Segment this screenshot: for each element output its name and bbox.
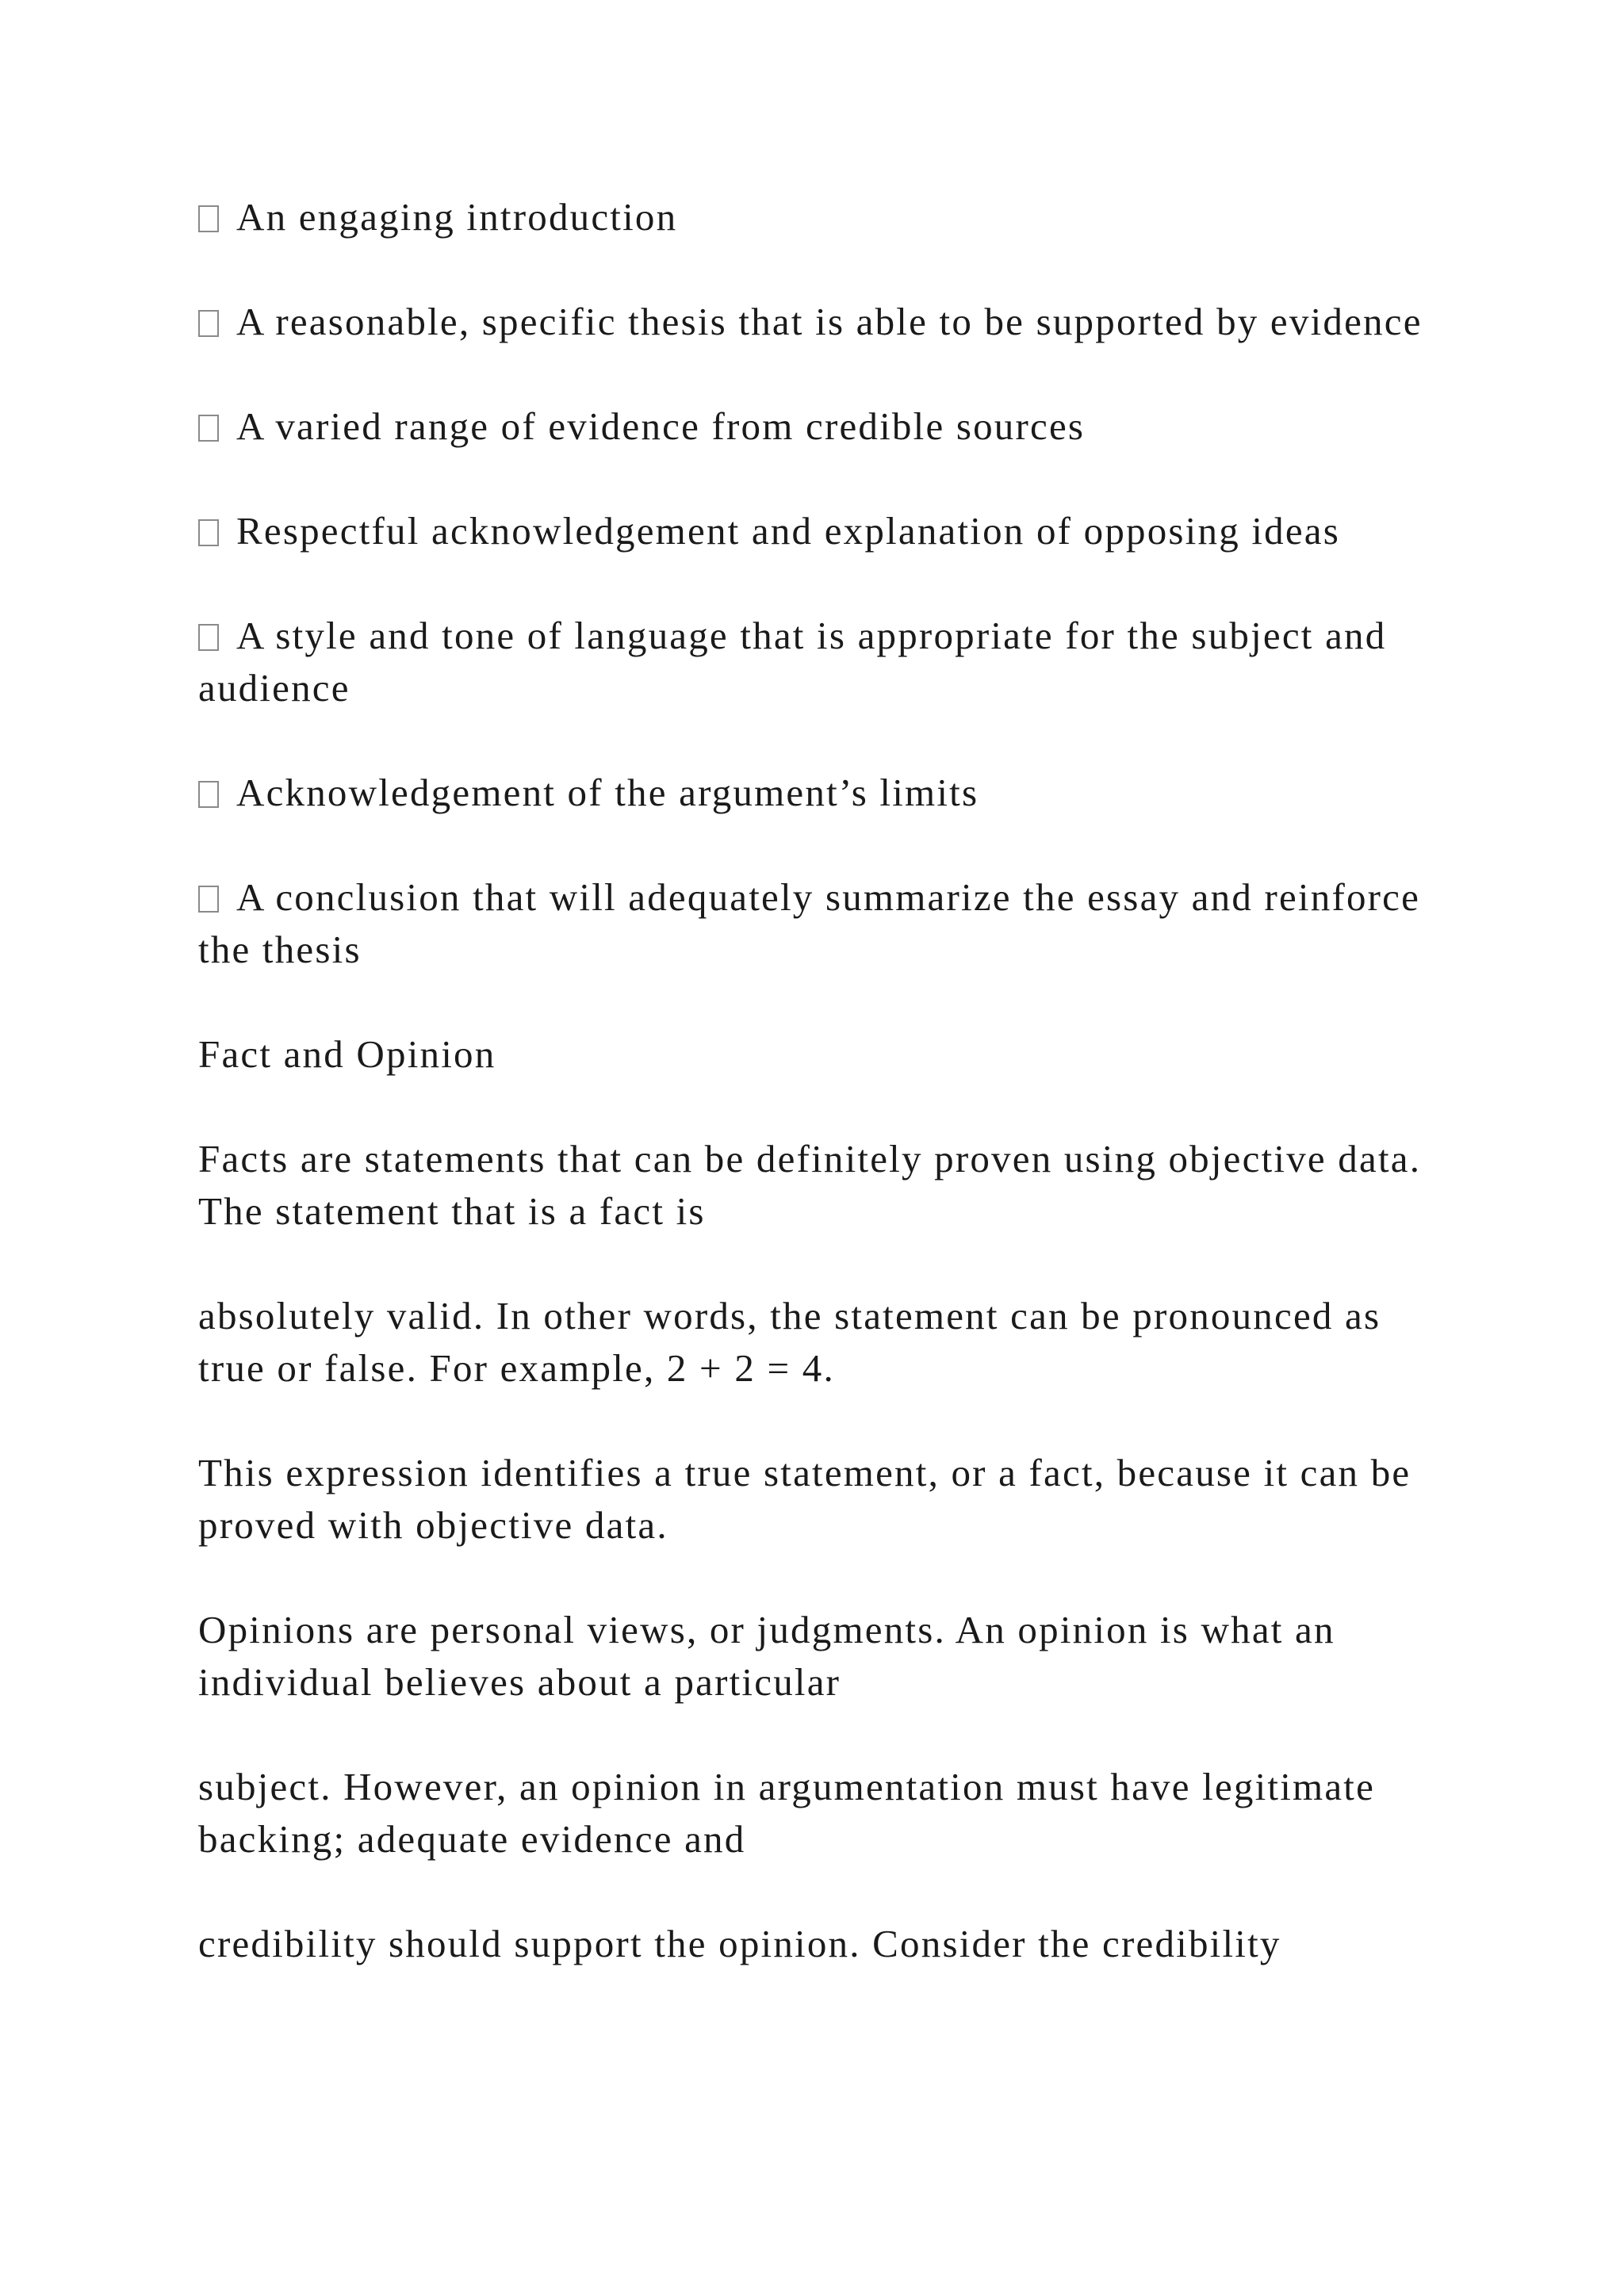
bullet-item: [198, 871, 1435, 976]
body-paragraph: Facts are statements that can be definitely proven using objective data. The statement that is a fact is: [198, 1137, 1422, 1233]
bullet-text: Respectful acknowledgement and explanation of opposing ideas: [236, 509, 1341, 553]
bullet-item: [198, 610, 1435, 714]
missing-glyph-box-icon: [198, 310, 219, 337]
bullet-item: [198, 767, 1435, 819]
missing-glyph-box-icon: [198, 415, 219, 442]
bullet-item: [198, 400, 1435, 453]
bullet-text: An engaging introduction: [236, 195, 678, 239]
missing-glyph-box-icon: [198, 519, 219, 546]
bullet-text: A varied range of evidence from credible sources: [236, 404, 1086, 448]
bullet-text: A style and tone of language that is appropriate for the subject and audience: [198, 614, 1387, 710]
body-paragraph: Opinions are personal views, or judgments. An opinion is what an individual believes about a particular: [198, 1608, 1335, 1704]
bullet-item: [198, 505, 1435, 557]
bullet-text: A conclusion that will adequately summarize the essay and reinforce the thesis: [198, 875, 1421, 971]
document-body: [198, 191, 1435, 2022]
bullet-item: [198, 191, 1435, 243]
bullet-item: [198, 296, 1435, 348]
body-paragraph: absolutely valid. In other words, the statement can be pronounced as true or false. For example, 2 + 2 = 4.: [198, 1294, 1381, 1390]
bullet-text: Acknowledgement of the argument’s limits: [236, 771, 979, 814]
missing-glyph-box-icon: [198, 886, 219, 913]
missing-glyph-box-icon: [198, 205, 219, 232]
missing-glyph-box-icon: [198, 624, 219, 651]
body-paragraph: credibility should support the opinion. Consider the credibility: [198, 1922, 1281, 1965]
bullet-text: A reasonable, specific thesis that is able to be supported by evidence: [236, 300, 1423, 343]
missing-glyph-box-icon: [198, 781, 219, 808]
section-heading: Fact and Opinion: [198, 1032, 496, 1076]
body-paragraph: This expression identifies a true statement, or a fact, because it can be proved with objective data.: [198, 1451, 1411, 1547]
body-paragraph: subject. However, an opinion in argumentation must have legitimate backing; adequate evidence and: [198, 1765, 1376, 1861]
